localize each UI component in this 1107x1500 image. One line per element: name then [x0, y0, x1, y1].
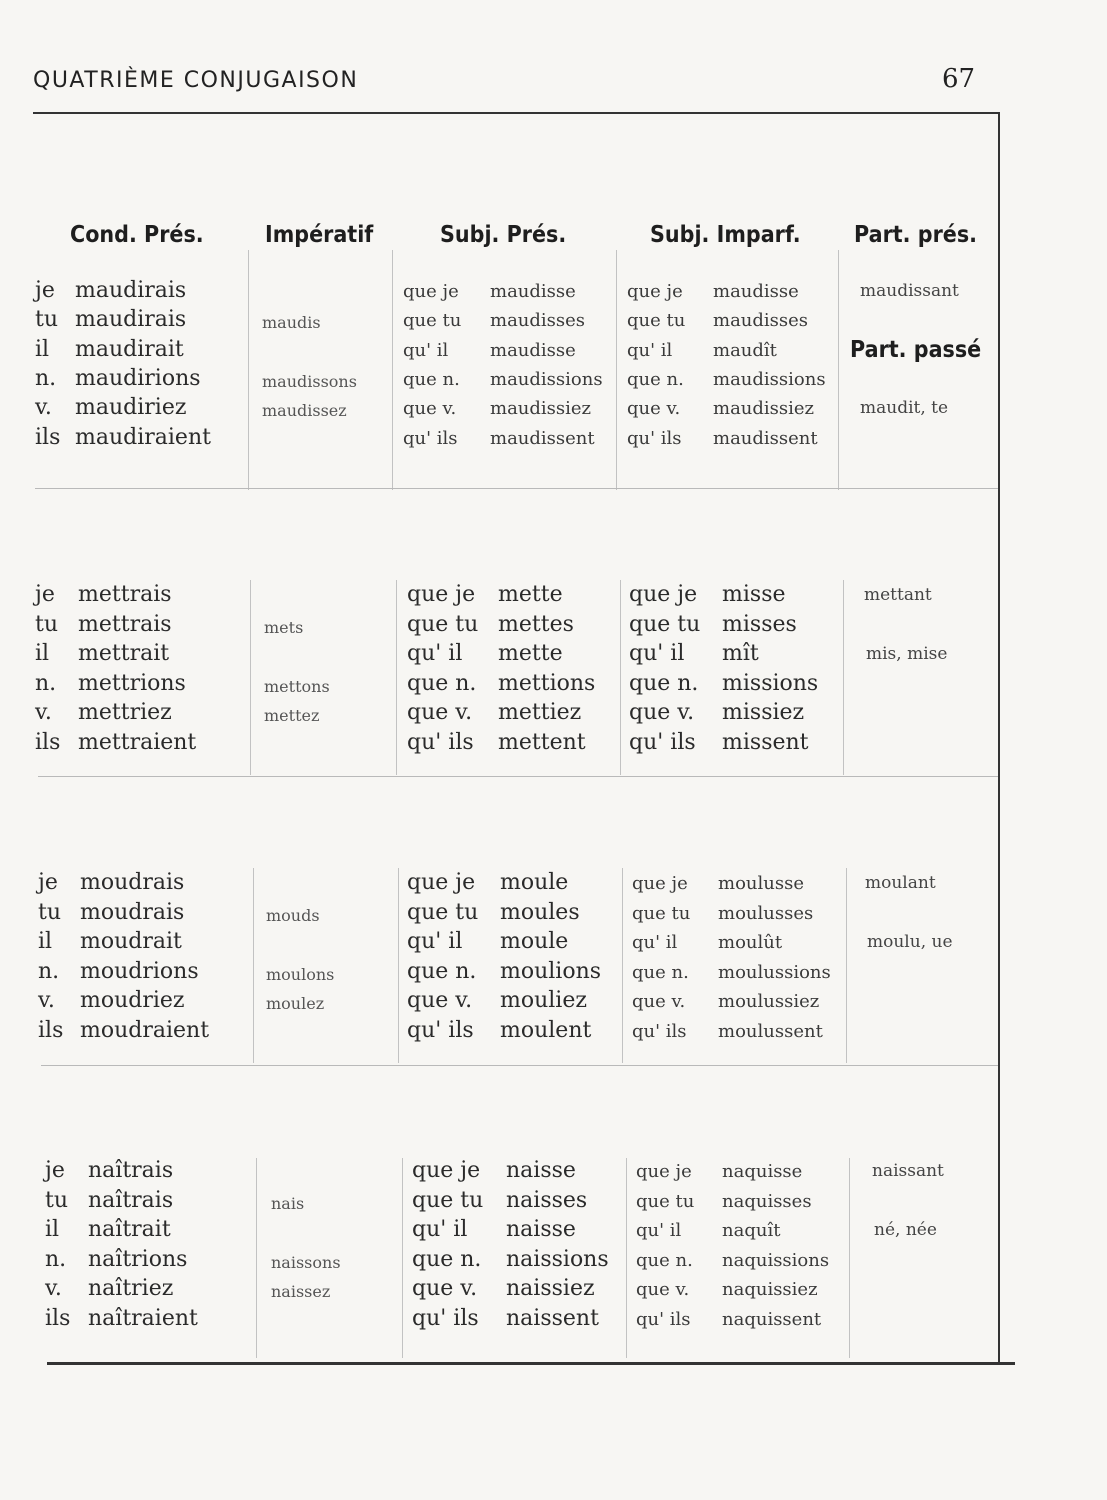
column-divider — [402, 1158, 403, 1358]
cond-pronoun: ils — [38, 1018, 64, 1043]
subj-imparf-pronoun: qu' ils — [629, 730, 696, 755]
cond-pronoun: ils — [35, 424, 61, 450]
cond-verb-form: naîtrions — [88, 1246, 188, 1272]
cond-pronoun: v. — [35, 395, 52, 421]
cond-verb-form: maudiraient — [75, 424, 211, 450]
imperatif-form: moulons — [266, 964, 335, 984]
subj-imparf-verb-form: moulût — [718, 932, 783, 954]
subj-imparf-verb-form: missiez — [722, 700, 805, 726]
cond-verb-form: maudirions — [75, 365, 201, 391]
column-header-subj-pres: Subj. Prés. — [440, 222, 567, 248]
subj-pres-verb-form: mettiez — [498, 700, 582, 726]
subj-pres-verb-form: naisse — [506, 1217, 576, 1243]
subj-pres-pronoun: que n. — [407, 958, 477, 984]
cond-pronoun: je — [35, 278, 55, 303]
cond-pronoun: n. — [35, 365, 57, 391]
imperatif-form: moulez — [266, 994, 325, 1014]
imperatif-form: mets — [264, 617, 304, 637]
subj-pres-pronoun: que n. — [407, 670, 477, 696]
subj-imparf-verb-form: missions — [722, 670, 819, 696]
imperatif-form: nais — [271, 1193, 305, 1213]
subj-pres-pronoun: que v. — [403, 398, 457, 420]
cond-pronoun: v. — [35, 700, 52, 726]
subj-imparf-pronoun: que v. — [636, 1279, 690, 1301]
subj-imparf-verb-form: naquisse — [722, 1161, 803, 1182]
subj-imparf-pronoun: qu' ils — [627, 427, 682, 449]
cond-pronoun: je — [35, 582, 55, 607]
subj-pres-pronoun: que tu — [412, 1187, 484, 1213]
imperatif-form: mouds — [266, 905, 320, 925]
cond-verb-form: naîtriez — [88, 1276, 174, 1302]
subj-imparf-pronoun: que je — [636, 1161, 692, 1182]
subj-pres-verb-form: moulent — [500, 1018, 592, 1043]
column-header-part-pres: Part. prés. — [854, 222, 978, 248]
subj-imparf-pronoun: que v. — [627, 398, 681, 420]
part-pres-form: mettant — [864, 585, 932, 605]
cond-verb-form: mettraient — [78, 730, 197, 755]
subj-pres-pronoun: qu' il — [407, 641, 463, 667]
subj-pres-verb-form: naissiez — [506, 1276, 595, 1302]
imperatif-form: naissez — [271, 1282, 331, 1302]
cond-pronoun: ils — [45, 1306, 71, 1331]
cond-verb-form: moudrait — [80, 929, 182, 955]
subj-imparf-verb-form: maudissiez — [713, 398, 815, 420]
cond-verb-form: moudrais — [80, 870, 185, 895]
subj-pres-pronoun: que je — [403, 281, 459, 302]
cond-pronoun: tu — [35, 611, 59, 637]
subj-pres-verb-form: maudissent — [490, 427, 595, 449]
subj-pres-verb-form: maudisse — [490, 339, 576, 361]
subj-pres-pronoun: qu' ils — [407, 1018, 474, 1043]
part-passe-form: mis, mise — [866, 644, 948, 665]
subj-imparf-verb-form: misses — [722, 611, 797, 637]
imperatif-form: maudissons — [262, 371, 357, 391]
subj-imparf-pronoun: que tu — [632, 902, 691, 924]
subj-imparf-pronoun: qu' il — [632, 932, 678, 954]
subj-pres-verb-form: mettes — [498, 611, 574, 637]
cond-pronoun: n. — [38, 958, 60, 984]
subj-pres-verb-form: moulions — [500, 958, 602, 984]
subj-pres-verb-form: naisses — [506, 1187, 588, 1213]
subj-pres-pronoun: que v. — [412, 1276, 478, 1302]
imperatif-form: naissons — [271, 1252, 341, 1272]
subj-pres-verb-form: maudissions — [490, 368, 603, 390]
cond-verb-form: naîtrait — [88, 1217, 171, 1243]
subj-pres-verb-form: naissent — [506, 1306, 599, 1331]
subj-pres-verb-form: mettent — [498, 730, 586, 755]
imperatif-form: mettez — [264, 706, 320, 726]
subj-imparf-pronoun: que tu — [636, 1190, 695, 1212]
subj-imparf-verb-form: moulusse — [718, 873, 804, 894]
subj-imparf-pronoun: qu' il — [636, 1220, 682, 1242]
cond-pronoun: tu — [38, 899, 62, 925]
subj-imparf-verb-form: maudisses — [713, 310, 809, 332]
subj-pres-pronoun: qu' ils — [403, 427, 458, 449]
part-passe-header: Part. passé — [850, 337, 982, 363]
subj-imparf-pronoun: qu' il — [629, 641, 685, 667]
column-header-cond-pres: Cond. Prés. — [70, 222, 204, 248]
cond-verb-form: moudriez — [80, 988, 185, 1014]
subj-imparf-verb-form: missent — [722, 730, 809, 755]
cond-pronoun: il — [35, 336, 50, 362]
subj-pres-verb-form: moule — [500, 870, 569, 895]
subj-imparf-verb-form: maudisse — [713, 281, 799, 302]
subj-imparf-verb-form: maudît — [713, 339, 777, 361]
subj-imparf-pronoun: que tu — [629, 611, 701, 637]
subj-pres-verb-form: maudissiez — [490, 398, 592, 420]
cond-verb-form: maudirait — [75, 336, 184, 362]
cond-verb-form: naîtrais — [88, 1158, 174, 1183]
subj-pres-pronoun: qu' il — [407, 929, 463, 955]
subj-imparf-verb-form: moulussions — [718, 961, 831, 983]
cond-pronoun: n. — [45, 1246, 67, 1272]
subj-imparf-verb-form: naquisses — [722, 1190, 812, 1212]
part-pres-form: moulant — [865, 873, 936, 893]
cond-verb-form: mettrais — [78, 582, 172, 607]
subj-pres-pronoun: qu' il — [412, 1217, 468, 1243]
cond-verb-form: mettrais — [78, 611, 172, 637]
subj-imparf-pronoun: que v. — [632, 991, 686, 1013]
cond-pronoun: je — [45, 1158, 65, 1183]
cond-verb-form: moudrions — [80, 958, 199, 984]
cond-pronoun: tu — [35, 307, 59, 333]
column-divider — [256, 1158, 257, 1358]
subj-pres-pronoun: que tu — [407, 899, 479, 925]
subj-pres-pronoun: que tu — [403, 310, 462, 332]
cond-verb-form: naîtrais — [88, 1187, 174, 1213]
subj-imparf-pronoun: que je — [629, 582, 698, 607]
column-header-imperatif: Impératif — [265, 222, 374, 248]
cond-verb-form: moudraient — [80, 1018, 210, 1043]
subj-pres-verb-form: maudisses — [490, 310, 586, 332]
imperatif-form: maudis — [262, 313, 321, 333]
subj-imparf-pronoun: que n. — [632, 961, 689, 983]
cond-pronoun: v. — [45, 1276, 62, 1302]
cond-pronoun: je — [38, 870, 58, 895]
page-number: 67 — [942, 64, 976, 94]
subj-imparf-pronoun: qu' il — [627, 339, 673, 361]
subj-pres-pronoun: que n. — [403, 368, 460, 390]
subj-imparf-pronoun: qu' ils — [636, 1309, 691, 1330]
cond-verb-form: moudrais — [80, 899, 185, 925]
cond-pronoun: tu — [45, 1187, 69, 1213]
subj-pres-verb-form: mouliez — [500, 988, 587, 1014]
subj-pres-verb-form: mettions — [498, 670, 596, 696]
cond-verb-form: naîtraient — [88, 1306, 198, 1331]
subj-pres-pronoun: que je — [407, 582, 476, 607]
subj-pres-verb-form: maudisse — [490, 281, 576, 302]
subj-imparf-pronoun: que je — [627, 281, 683, 302]
subj-pres-verb-form: mette — [498, 582, 563, 607]
part-passe-form: né, née — [874, 1220, 937, 1241]
part-passe-form: moulu, ue — [867, 932, 953, 953]
subj-pres-pronoun: que n. — [412, 1246, 482, 1272]
cond-pronoun: il — [45, 1217, 60, 1243]
cond-verb-form: mettriez — [78, 700, 172, 726]
subj-imparf-verb-form: misse — [722, 582, 786, 607]
subj-imparf-verb-form: naquissions — [722, 1249, 830, 1271]
cond-verb-form: mettrions — [78, 670, 186, 696]
imperatif-form: maudissez — [262, 401, 347, 421]
subj-imparf-verb-form: moulussiez — [718, 991, 820, 1013]
imperatif-form: mettons — [264, 676, 330, 696]
cond-pronoun: il — [35, 641, 50, 667]
subj-imparf-verb-form: mît — [722, 641, 759, 667]
page-header-title: QUATRIÈME CONJUGAISON — [33, 68, 359, 93]
subj-imparf-pronoun: qu' ils — [632, 1021, 687, 1042]
subj-pres-verb-form: mette — [498, 641, 563, 667]
subj-imparf-verb-form: moulussent — [718, 1021, 823, 1042]
subj-pres-pronoun: que v. — [407, 700, 473, 726]
cond-verb-form: maudirais — [75, 278, 187, 303]
subj-pres-pronoun: que je — [407, 870, 476, 895]
cond-verb-form: mettrait — [78, 641, 170, 667]
subj-pres-pronoun: que v. — [407, 988, 473, 1014]
subj-pres-verb-form: naissions — [506, 1246, 609, 1272]
subj-imparf-pronoun: que tu — [627, 310, 686, 332]
subj-imparf-verb-form: naquissiez — [722, 1279, 818, 1301]
subj-imparf-pronoun: que n. — [636, 1249, 693, 1271]
subj-pres-pronoun: qu' ils — [412, 1306, 479, 1331]
subj-imparf-verb-form: naquissent — [722, 1309, 822, 1330]
column-divider — [626, 1158, 627, 1358]
cond-pronoun: v. — [38, 988, 55, 1014]
subj-imparf-pronoun: que n. — [629, 670, 699, 696]
part-passe-form: maudit, te — [860, 398, 949, 418]
subj-pres-pronoun: qu' il — [403, 339, 449, 361]
subj-imparf-verb-form: maudissions — [713, 368, 826, 390]
cond-pronoun: n. — [35, 670, 57, 696]
column-divider — [849, 1158, 850, 1358]
cond-verb-form: maudiriez — [75, 395, 187, 421]
cond-pronoun: ils — [35, 730, 61, 755]
part-pres-form: maudissant — [860, 281, 959, 301]
cond-pronoun: il — [38, 929, 53, 955]
subj-imparf-verb-form: maudissent — [713, 427, 818, 449]
subj-imparf-verb-form: naquît — [722, 1220, 781, 1242]
subj-imparf-verb-form: moulusses — [718, 902, 814, 924]
subj-imparf-pronoun: que v. — [629, 700, 695, 726]
subj-imparf-pronoun: que n. — [627, 368, 684, 390]
subj-pres-pronoun: qu' ils — [407, 730, 474, 755]
subj-pres-verb-form: moule — [500, 929, 569, 955]
part-pres-form: naissant — [872, 1161, 944, 1181]
subj-imparf-pronoun: que je — [632, 873, 688, 894]
cond-verb-form: maudirais — [75, 307, 187, 333]
subj-pres-verb-form: moules — [500, 899, 580, 925]
subj-pres-pronoun: que tu — [407, 611, 479, 637]
subj-pres-verb-form: naisse — [506, 1158, 576, 1183]
subj-pres-pronoun: que je — [412, 1158, 481, 1183]
column-header-subj-imparf: Subj. Imparf. — [650, 222, 801, 248]
